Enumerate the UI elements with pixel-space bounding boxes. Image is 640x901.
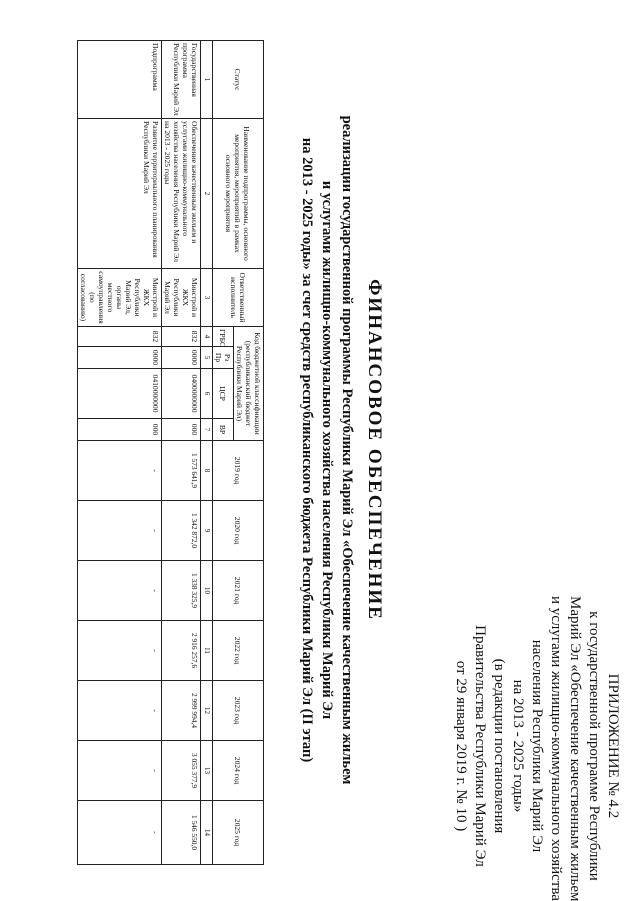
header-status: Статус xyxy=(213,41,264,119)
appendix-line: на 2013 - 2025 годы» xyxy=(510,679,526,813)
document-subtitle-line: и услугами жилищно-коммунального хозяйства населения Республики Марий Эл xyxy=(319,180,335,720)
column-number: 6 xyxy=(201,369,213,419)
appendix-line: ПРИЛОЖЕНИЕ № 4.2 xyxy=(605,673,621,819)
header-year: 2025 год xyxy=(213,801,264,865)
row-status: Государственная программа Республики Марий Эл xyxy=(162,41,201,119)
row-value: - xyxy=(78,501,162,561)
appendix-line: Марий Эл «Обеспечение качественным жильем xyxy=(567,596,583,901)
appendix-line: (в редакции постановления xyxy=(491,658,507,834)
row-name: Обеспечение качественным жильем и услугами жилищно-коммунального хозяйства населения Республики Марий Эл на 2013 - 2025 годы xyxy=(162,119,201,269)
header-rzpr: Рз Пр xyxy=(213,347,234,369)
financing-table xyxy=(77,40,264,865)
appendix-block xyxy=(451,596,622,901)
appendix-line: и услугами жилищно-коммунального хозяйства xyxy=(548,596,564,901)
header-year: 2021 год xyxy=(213,561,264,621)
header-executor: Ответственный исполнитель xyxy=(213,269,264,327)
row-value: 1 546 550,0 xyxy=(162,801,201,865)
row-value: - xyxy=(78,441,162,501)
appendix-line: к государственной программе Республики xyxy=(586,611,602,881)
column-number: 12 xyxy=(201,681,213,741)
document-title-block xyxy=(297,40,385,860)
column-number: 1 xyxy=(201,41,213,119)
table-row xyxy=(78,41,162,865)
column-number: 5 xyxy=(201,347,213,369)
appendix-line: населения Республики Марий Эл xyxy=(529,639,545,853)
document-subtitle-line: реализации государственной программы Республики Марий Эл «Обеспечение качественным жильем xyxy=(339,115,355,785)
column-number: 11 xyxy=(201,621,213,681)
header-code-group: Код бюджетной классификации (республиканский бюджет Республики Марий Эл) xyxy=(234,327,264,441)
document-title: ФИНАНСОВОЕ ОБЕСПЕЧЕНИЕ xyxy=(364,279,385,621)
column-number: 14 xyxy=(201,801,213,865)
row-value: 1 342 872,0 xyxy=(162,501,201,561)
header-name: Наименование подпрограммы, основного мероприятия, мероприятий в рамках основного мероприятия xyxy=(213,119,264,269)
row-vr: 000 xyxy=(162,419,201,441)
header-grbs: ГРБС xyxy=(213,327,234,347)
header-year: 2024 год xyxy=(213,741,264,801)
header-year: 2023 год xyxy=(213,681,264,741)
column-number: 7 xyxy=(201,419,213,441)
row-value: 2 916 257,6 xyxy=(162,621,201,681)
row-grbs: 832 xyxy=(78,327,162,347)
document-subtitle-line: на 2013 - 2025 годы» за счет средств республиканского бюджета Республики Марий Эл (II этап) xyxy=(299,137,315,763)
row-value: 3 055 377,9 xyxy=(162,741,201,801)
row-value: - xyxy=(78,741,162,801)
row-csr: 0400000000 xyxy=(162,369,201,419)
row-status: Подпрограмма xyxy=(78,41,162,119)
row-rzpr: 0000 xyxy=(162,347,201,369)
row-csr: 0410000000 xyxy=(78,369,162,419)
header-csr: ЦСР xyxy=(213,369,234,419)
row-value: 1 573 641,9 xyxy=(162,441,201,501)
row-name: Развитие территориального планирования Республики Марий Эл xyxy=(78,119,162,269)
header-year: 2020 год xyxy=(213,501,264,561)
row-grbs: 832 xyxy=(162,327,201,347)
appendix-line: Правительства Республики Марий Эл xyxy=(472,625,488,867)
appendix-line: от 29 января 2019 г. № 10 ) xyxy=(453,660,469,832)
column-number: 4 xyxy=(201,327,213,347)
row-value: 1 338 325,9 xyxy=(162,561,201,621)
row-value: 2 999 994,4 xyxy=(162,681,201,741)
row-value: - xyxy=(78,681,162,741)
row-value: - xyxy=(78,621,162,681)
table-row xyxy=(162,41,201,865)
header-year: 2019 год xyxy=(213,441,264,501)
row-rzpr: 0000 xyxy=(78,347,162,369)
header-year: 2022 год xyxy=(213,621,264,681)
row-vr: 000 xyxy=(78,419,162,441)
row-executor: Минстрой и ЖКХ Республики Марий Эл, органы местного самоуправления (по согласованию) xyxy=(78,269,162,327)
row-executor: Минстрой и ЖКХ Республики Марий Эл xyxy=(162,269,201,327)
column-number-row xyxy=(201,41,213,865)
header-row xyxy=(234,41,264,865)
column-number: 2 xyxy=(201,119,213,269)
column-number: 3 xyxy=(201,269,213,327)
column-number: 8 xyxy=(201,441,213,501)
row-value: - xyxy=(78,801,162,865)
column-number: 13 xyxy=(201,741,213,801)
row-value: - xyxy=(78,561,162,621)
header-vr: ВР xyxy=(213,419,234,441)
column-number: 10 xyxy=(201,561,213,621)
column-number: 9 xyxy=(201,501,213,561)
